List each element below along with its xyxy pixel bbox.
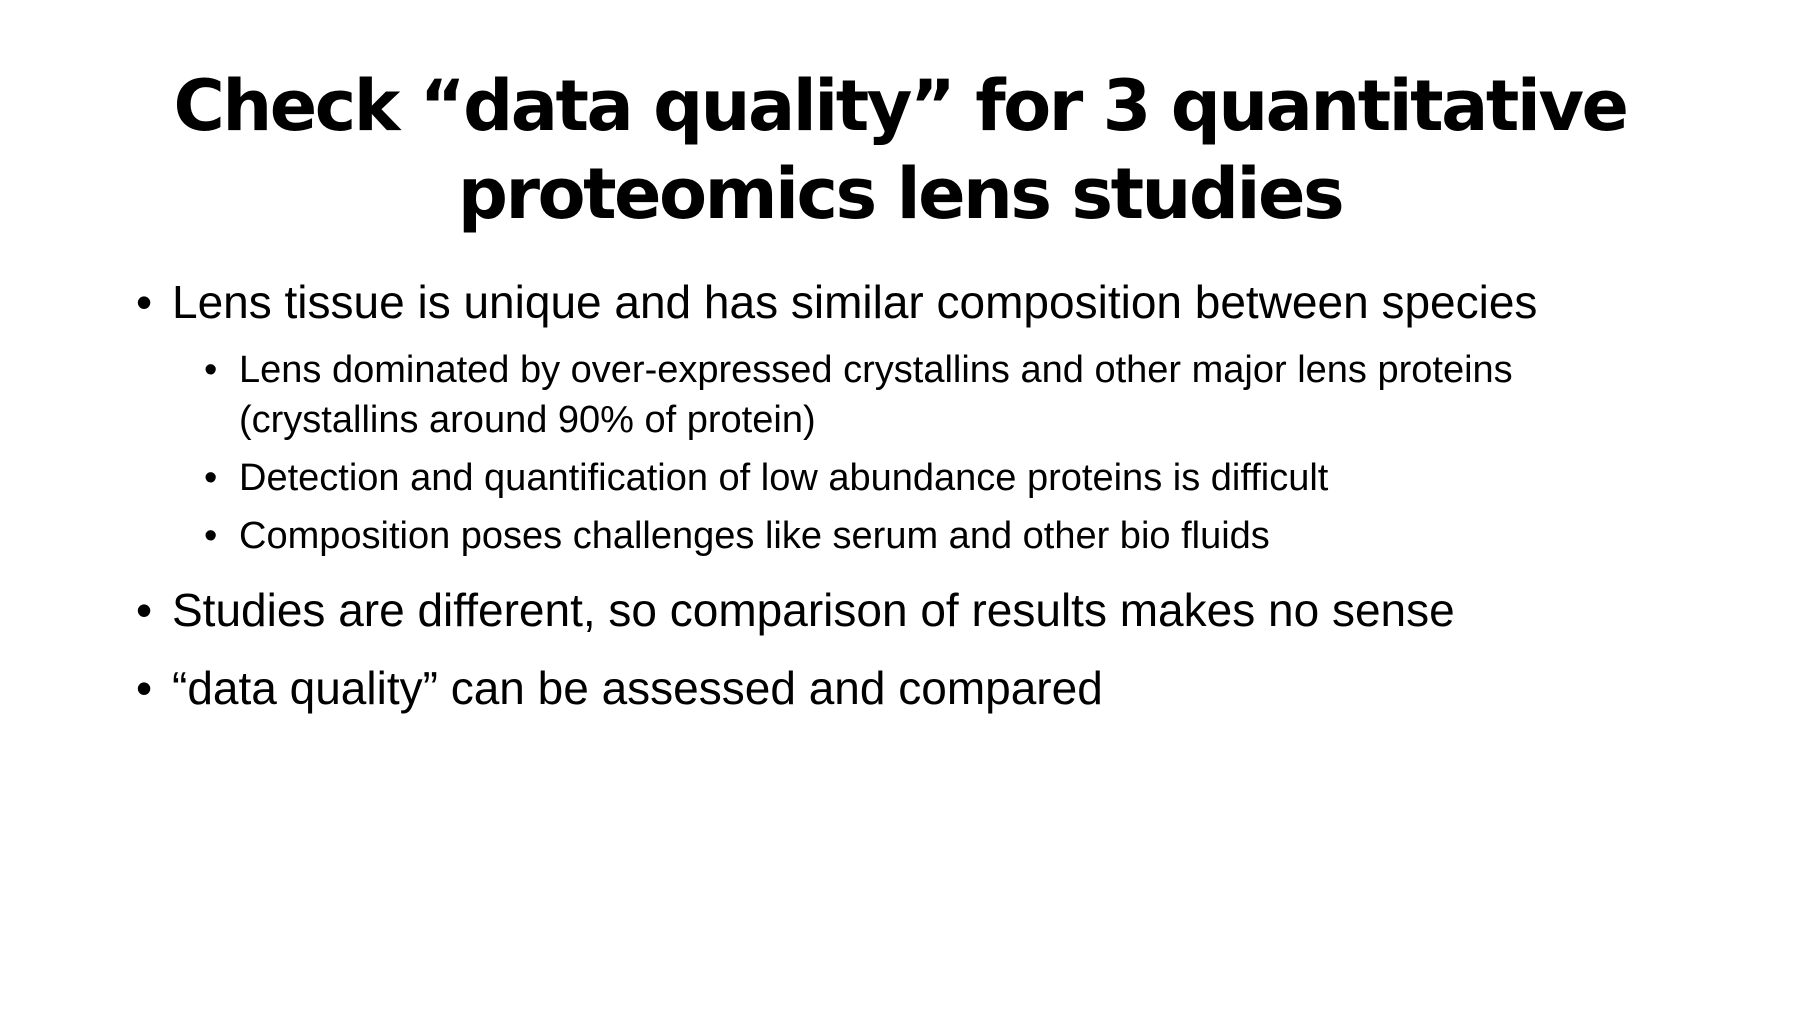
sub-bullet-text: Detection and quantification of low abundance proteins is difficult [239,457,1329,499]
bullet-item-data-quality [136,660,1676,717]
sub-bullet-text: Lens dominated by over-expressed crystallins and other major lens proteins (crystallins around 90% of protein) [239,349,1513,441]
sub-bullet-list [204,345,1676,561]
bullet-text: Studies are different, so comparison of results makes no sense [172,584,1455,636]
title-line-1: Check “data quality” for 3 quantitative [173,65,1627,147]
bullet-dot-icon: • [204,457,218,499]
bullet-dot-icon: • [136,662,153,714]
bullet-item-studies-different [136,582,1676,639]
slide-title [150,62,1650,238]
bullet-dot-icon: • [136,584,153,636]
sub-bullet-item-composition [204,511,1676,561]
bullet-list [136,274,1676,717]
sub-bullet-item-crystallins [204,345,1676,445]
bullet-item-lens-tissue [136,274,1676,561]
bullet-text: “data quality” can be assessed and compared [172,662,1103,714]
bullet-dot-icon: • [204,515,218,557]
sub-bullet-item-detection [204,453,1676,503]
sub-bullet-text: Composition poses challenges like serum and other bio fluids [239,515,1270,557]
bullet-dot-icon: • [136,276,153,328]
bullet-text: Lens tissue is unique and has similar composition between species [172,276,1538,328]
bullet-dot-icon: • [204,349,218,391]
title-line-2: proteomics lens studies [457,153,1343,235]
